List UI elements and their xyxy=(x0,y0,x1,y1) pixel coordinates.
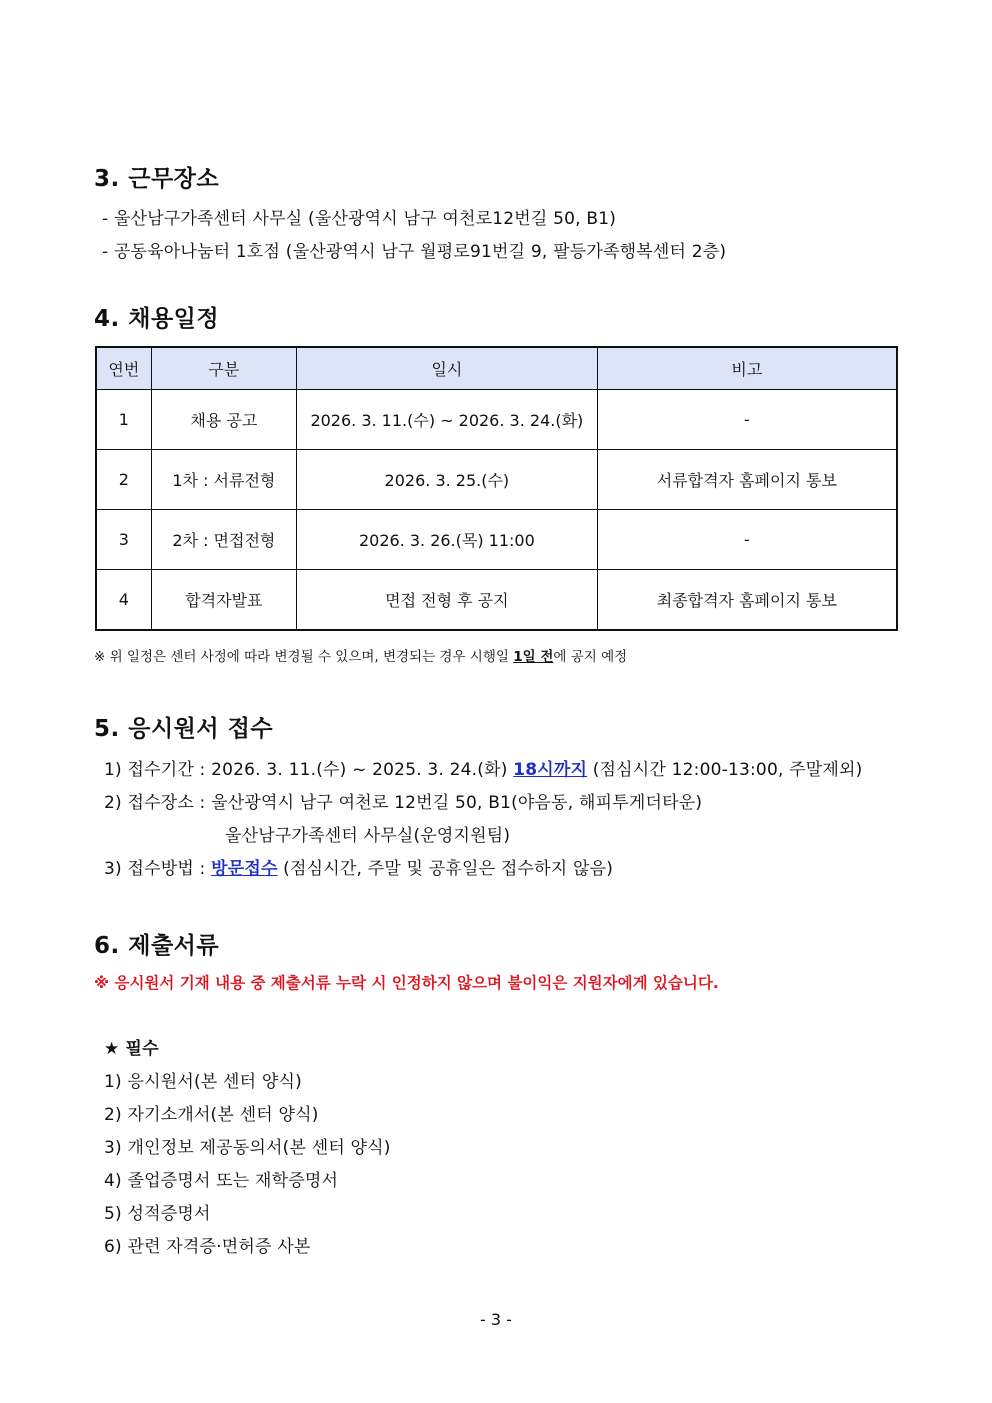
method-text-end: (점심시간, 주말 및 공휴일은 접수하지 않음) xyxy=(277,859,614,879)
section-4-title: 4. 채용일정 xyxy=(94,306,220,332)
document-item: 6) 관련 자격증·면허증 사본 xyxy=(104,1237,311,1257)
cell-no: 2 xyxy=(96,450,151,510)
documents-warning: ※ 응시원서 기재 내용 중 제출서류 누락 시 인정하지 않으며 불이익은 지원자에게 있습니다. xyxy=(94,974,719,992)
cell-remarks: - xyxy=(597,390,897,450)
cell-no: 3 xyxy=(96,510,151,570)
document-item: 4) 졸업증명서 또는 재학증명서 xyxy=(104,1171,339,1191)
application-place-office: 울산남구가족센터 사무실(운영지원팀) xyxy=(225,826,511,846)
document-item: 2) 자기소개서(본 센터 양식) xyxy=(104,1105,319,1125)
workplace-item: - 공동육아나눔터 1호점 (울산광역시 남구 월평로91번길 9, 팔등가족행복센터 2층) xyxy=(102,242,727,262)
period-text: 1) 접수기간 : 2026. 3. 11.(수) ~ 2025. 3. 24.(화) xyxy=(104,760,514,780)
document-item: 5) 성적증명서 xyxy=(104,1204,211,1224)
period-text-end: (점심시간 12:00-13:00, 주말제외) xyxy=(587,760,863,780)
table-row xyxy=(96,510,897,570)
header-no: 연번 xyxy=(96,347,151,390)
header-datetime: 일시 xyxy=(297,347,598,390)
cell-category: 2차 : 면접전형 xyxy=(151,510,296,570)
cell-datetime: 2026. 3. 25.(수) xyxy=(297,450,598,510)
cell-remarks: 서류합격자 홈페이지 통보 xyxy=(597,450,897,510)
schedule-note-text-end: 에 공지 예정 xyxy=(553,649,628,665)
cell-category: 1차 : 서류전형 xyxy=(151,450,296,510)
table-row xyxy=(96,450,897,510)
header-category: 구분 xyxy=(151,347,296,390)
section-5-title: 5. 응시원서 접수 xyxy=(94,716,274,742)
cell-datetime: 2026. 3. 11.(수) ~ 2026. 3. 24.(화) xyxy=(297,390,598,450)
period-deadline: 18시까지 xyxy=(513,760,588,780)
cell-no: 4 xyxy=(96,570,151,631)
cell-category: 채용 공고 xyxy=(151,390,296,450)
schedule-note-text: ※ 위 일정은 센터 사정에 따라 변경될 수 있으며, 변경되는 경우 시행일 xyxy=(94,649,514,665)
schedule-note xyxy=(94,645,627,665)
header-remarks: 비고 xyxy=(597,347,897,390)
table-row xyxy=(96,390,897,450)
section-3-title: 3. 근무장소 xyxy=(94,166,220,192)
application-method xyxy=(104,854,613,879)
table-row xyxy=(96,570,897,631)
document-item: 1) 응시원서(본 센터 양식) xyxy=(104,1072,302,1092)
page-number: - 3 - xyxy=(480,1310,512,1329)
document-item: 3) 개인정보 제공동의서(본 센터 양식) xyxy=(104,1138,391,1158)
table-header-row xyxy=(96,347,897,390)
cell-no: 1 xyxy=(96,390,151,450)
schedule-table xyxy=(95,346,898,631)
cell-remarks: - xyxy=(597,510,897,570)
cell-remarks: 최종합격자 홈페이지 통보 xyxy=(597,570,897,631)
required-label: ★ 필수 xyxy=(104,1039,159,1059)
cell-datetime: 2026. 3. 26.(목) 11:00 xyxy=(297,510,598,570)
workplace-item: - 울산남구가족센터 사무실 (울산광역시 남구 여천로12번길 50, B1) xyxy=(102,209,617,229)
cell-datetime: 면접 전형 후 공지 xyxy=(297,570,598,631)
section-6-title: 6. 제출서류 xyxy=(94,933,220,959)
method-text: 3) 접수방법 : xyxy=(104,859,212,879)
method-visit: 방문접수 xyxy=(211,859,278,879)
cell-category: 합격자발표 xyxy=(151,570,296,631)
application-place: 2) 접수장소 : 울산광역시 남구 여천로 12번길 50, B1(야음동, 해피투게더타운) xyxy=(104,793,703,813)
application-period xyxy=(104,755,862,780)
schedule-note-emphasis: 1일 전 xyxy=(513,649,554,665)
